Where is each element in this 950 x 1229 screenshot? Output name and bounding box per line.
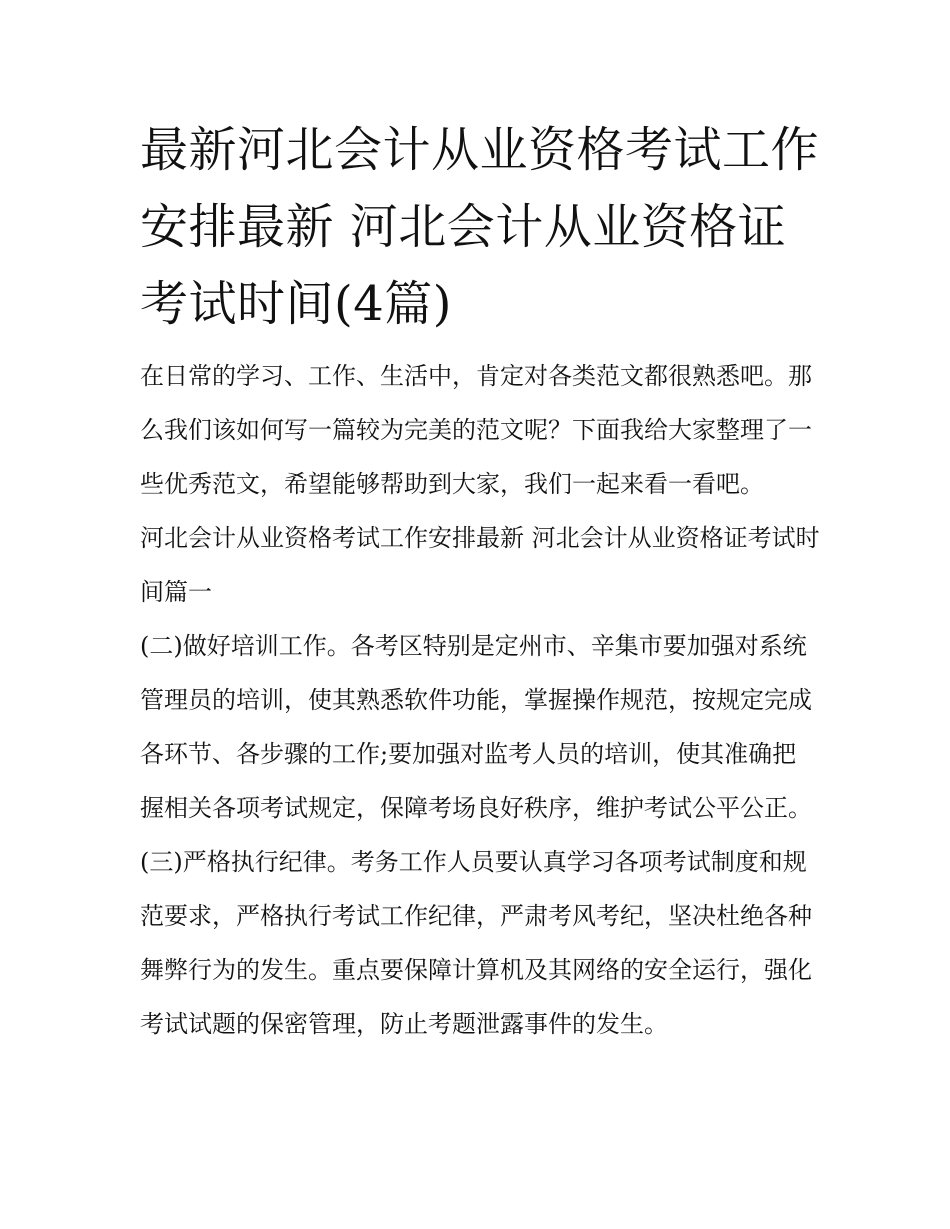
document-title: 最新河北会计从业资格考试工作安排最新 河北会计从业资格证考试时间(4篇) xyxy=(140,122,820,332)
document-body xyxy=(140,112,820,1051)
paragraph-training: (二)做好培训工作。各考区特别是定州市、辛集市要加强对系统管理员的培训，使其熟悉软件功能，掌握操作规范，按规定完成各环节、各步骤的工作;要加强对监考人员的培训，使其准确把握相关各项考试规定，保障考场良好秩序，维护考试公平公正。 xyxy=(140,632,812,822)
section-heading: 河北会计从业资格考试工作安排最新 河北会计从业资格证考试时间篇一 xyxy=(140,524,820,606)
paragraph-discipline: (三)严格执行纪律。考务工作人员要认真学习各项考试制度和规范要求，严格执行考试工作纪律，严肃考风考纪，坚决杜绝各种舞弊行为的发生。重点要保障计算机及其网络的安全运行，强化考试试题的保密管理，防止考题泄露事件的发生。 xyxy=(140,848,812,1038)
intro-paragraph: 在日常的学习、工作、生活中，肯定对各类范文都很熟悉吧。那么我们该如何写一篇较为完美的范文呢？下面我给大家整理了一些优秀范文，希望能够帮助到大家，我们一起来看一看吧。 xyxy=(140,362,812,498)
